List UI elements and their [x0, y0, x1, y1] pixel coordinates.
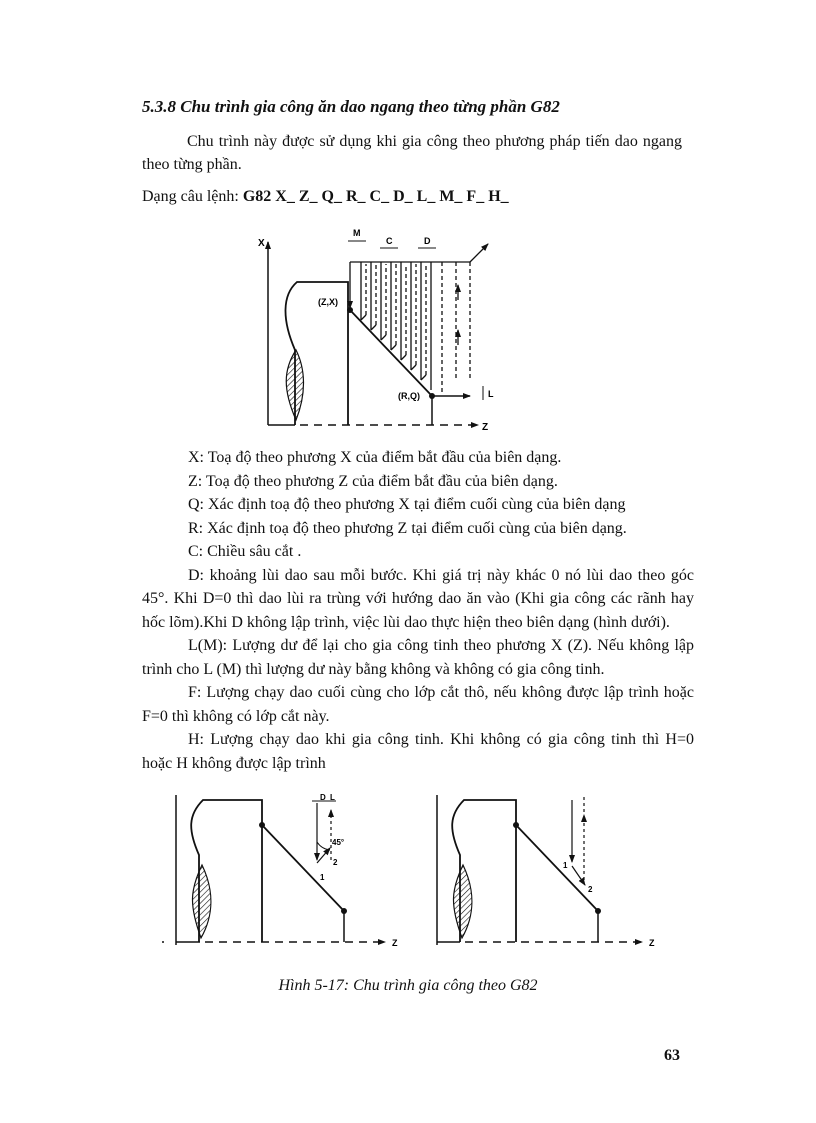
bl-step2: 2 [333, 858, 338, 867]
definitions-list [142, 446, 694, 775]
definition-item: Z: Toạ độ theo phương Z của điểm bắt đầu của biên dạng. [188, 472, 558, 490]
z-axis-label: Z [482, 422, 489, 433]
definition-item: H: Lượng chạy dao khi gia công tinh. Khi không có gia công tinh thì H=0 hoặc H không được lập trình [142, 731, 694, 772]
label-d: D [424, 236, 431, 246]
cutting-passes [350, 244, 488, 392]
bl-angle: 45° [332, 838, 345, 847]
workpiece-hatch [286, 350, 303, 420]
bl-axis-z: Z [392, 938, 398, 948]
section-heading: 5.3.8 Chu trình gia công ăn dao ngang theo từng phần G82 [142, 97, 560, 116]
page-number: 63 [664, 1047, 680, 1064]
label-l: L [488, 389, 494, 399]
definition-item: Q: Xác định toạ độ theo phương X tại điểm cuối cùng của biên dạng [188, 496, 626, 513]
definition-item: C: Chiều sâu cắt . [188, 543, 302, 560]
start-point-label: (Z,X) [318, 297, 338, 307]
br-step2: 2 [588, 885, 593, 894]
syntax-label: Dạng câu lệnh: [142, 188, 239, 205]
definition-item: L(M): Lượng dư để lại cho gia công tinh theo phương X (Z). Nếu không lập trình cho L (M) thì lượng dư này bằng không và không có gia công tinh. [142, 637, 694, 678]
label-m: M [353, 228, 361, 238]
bl-label-l: L [330, 793, 335, 802]
figure-caption: Hình 5-17: Chu trình gia công theo G82 [278, 977, 538, 994]
end-point-label: (R,Q) [398, 391, 420, 401]
retract-45-diagram [160, 790, 410, 955]
retract-contour-diagram [425, 790, 665, 955]
definition-item: D: khoảng lùi dao sau mỗi bước. Khi giá trị này khác 0 nó lùi dao theo góc 45°. Khi D=0 thì dao lùi ra trùng với hướng dao ăn vào (Khi gia công các rãnh hay hốc lõm).Khi D không lập trình, việc lùi dao thực hiện theo biên dạng (hình dưới). [142, 566, 694, 631]
bl-step1: 1 [320, 873, 325, 882]
br-step1: 1 [563, 861, 568, 870]
syntax-command: G82 X_ Z_ Q_ R_ C_ D_ L_ M_ F_ H_ [242, 188, 509, 205]
label-c: C [386, 236, 393, 246]
end-point-dot [429, 393, 435, 399]
definition-item: X: Toạ độ theo phương X của điểm bắt đầu của biên dạng. [188, 449, 562, 466]
br-axis-z: Z [649, 938, 655, 948]
definition-item: F: Lượng chạy dao cuối cùng cho lớp cắt thô, nếu không được lập trình hoặc F=0 thì không có lớp cắt này. [142, 684, 694, 725]
syntax-line [142, 188, 509, 206]
x-axis-label: X [258, 238, 265, 249]
bl-label-d: D [320, 793, 326, 802]
definition-item: R: Xác định toạ độ theo phương Z tại điểm cuối cùng của biên dạng. [188, 519, 627, 537]
intro-text: Chu trình này được sử dụng khi gia công theo phương pháp tiến dao ngang theo từng phần. [142, 133, 682, 173]
intro-paragraph [142, 130, 682, 176]
g82-cycle-diagram [250, 225, 510, 440]
